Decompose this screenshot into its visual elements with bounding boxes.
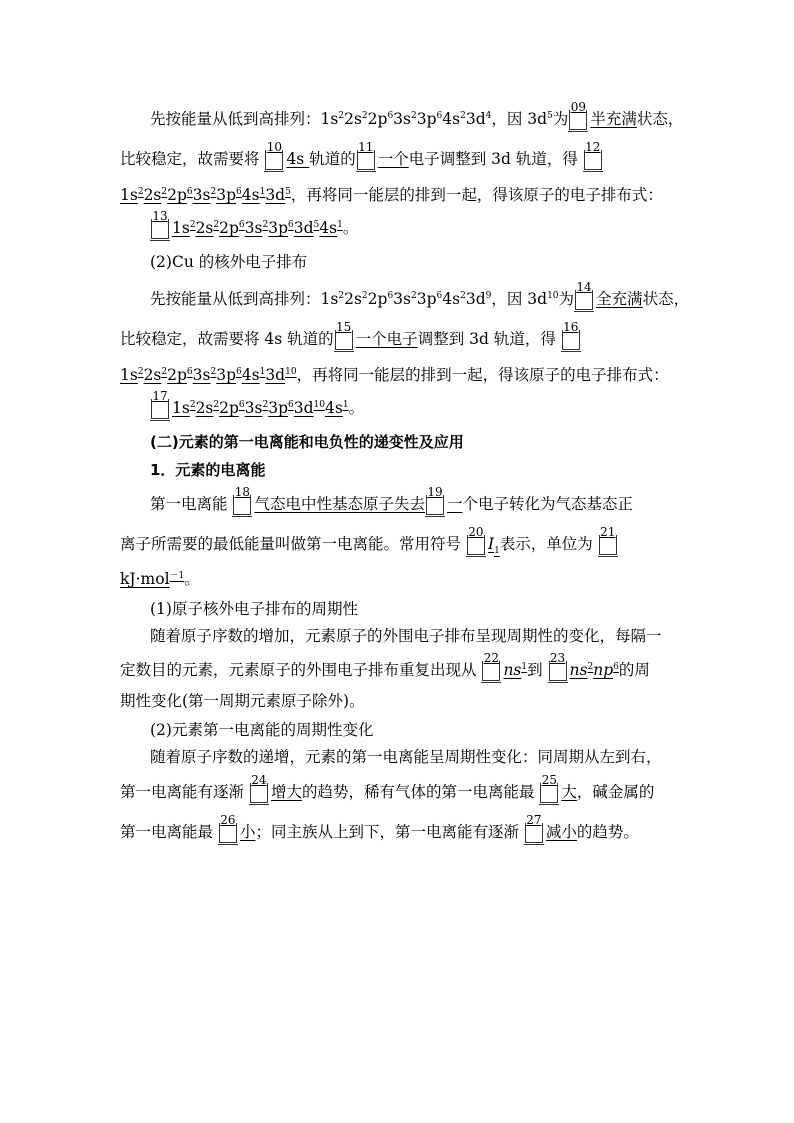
text-run: 先按能量从低到高排列：: [150, 290, 321, 308]
text-run: 随着原子序数的递增，元素的第一电离能呈周期性变化：同周期从左到右，: [150, 748, 662, 766]
answer-text: 3p: [216, 366, 237, 384]
text-run: 1s: [320, 110, 339, 128]
answer-blank[interactable]: [562, 320, 580, 350]
answer-text: 3p: [216, 186, 237, 204]
answer-blank[interactable]: [219, 813, 237, 843]
answer-text: 2: [137, 366, 144, 377]
text-run: 4s: [442, 290, 461, 308]
text-line: [150, 597, 358, 621]
answer-text: 6: [288, 219, 294, 230]
superscript: 2: [338, 290, 345, 301]
answer-text: 2s: [195, 219, 214, 237]
answer-text: 2: [587, 661, 594, 672]
answer-text: ns: [569, 661, 588, 679]
text-run: (2)元素第一电离能的周期性变化: [150, 721, 374, 739]
answer-blank[interactable]: [525, 813, 543, 843]
blank-number: 09: [570, 100, 586, 114]
answer-text: 6: [238, 399, 245, 410]
text-run: ，再将同一能层的排到一起，得该原子的电子排布式：: [290, 186, 663, 204]
text-line: [120, 320, 583, 351]
text-run: 1s: [320, 290, 339, 308]
answer-text: 2: [213, 219, 220, 230]
text-run: 第一电离能: [150, 495, 233, 513]
superscript: 4: [485, 110, 492, 121]
text-line: [150, 458, 265, 482]
answer-text: 1s: [172, 219, 190, 237]
answer-text: kJ·mol: [120, 570, 170, 588]
answer-blank[interactable]: [265, 140, 283, 170]
answer-text: 3p: [268, 399, 289, 417]
answer-blank[interactable]: [599, 525, 617, 555]
answer-blank[interactable]: [426, 485, 444, 515]
text-line: [150, 389, 365, 420]
answer-blank[interactable]: [250, 773, 268, 803]
text-run: 到: [527, 661, 548, 679]
text-line: [150, 485, 633, 516]
text-run: 3s: [393, 290, 411, 308]
answer-text: 一: [446, 495, 463, 513]
answer-text: 1: [337, 219, 343, 230]
blank-number: 19: [427, 485, 443, 499]
answer-text: 3d: [293, 219, 314, 237]
answer-text: 2: [189, 399, 196, 410]
text-run: 为: [558, 290, 575, 308]
answer-text: 10: [285, 366, 297, 377]
text-run: 2p: [367, 110, 388, 128]
text-run: 随着原子序数的增加，元素原子的外围电子排布呈现周期性的变化，每隔一: [150, 627, 662, 645]
answer-text: 全充满: [596, 290, 643, 308]
answer-text: 2: [210, 186, 217, 197]
answer-text: 气态电中性基态原子失去: [254, 495, 425, 513]
answer-text: 4s: [325, 399, 343, 417]
blank-number: 12: [585, 140, 601, 154]
text-run: 调整到 3d 轨道，得: [417, 330, 561, 348]
blank-number: 10: [266, 140, 283, 154]
answer-text: 2s: [143, 366, 162, 384]
blank-number: 17: [152, 389, 168, 403]
answer-text: 3d: [293, 399, 314, 417]
text-run: 3p: [416, 110, 437, 128]
text-line: [150, 280, 690, 311]
answer-text: 6: [236, 186, 242, 197]
text-run: 3p: [416, 290, 437, 308]
superscript: 6: [387, 110, 394, 121]
text-run: ，因 3d: [491, 110, 548, 128]
answer-text: 6: [288, 399, 294, 410]
answer-text: 5: [313, 219, 320, 230]
text-line: [150, 100, 684, 131]
superscript: 9: [485, 290, 492, 301]
answer-blank[interactable]: [233, 485, 251, 515]
answer-blank[interactable]: [151, 209, 169, 239]
text-line: [120, 651, 650, 682]
answer-text: 减小: [545, 823, 577, 841]
text-line: [150, 209, 359, 240]
text-line: [120, 773, 655, 804]
text-run: (1)原子核外电子排布的周期性: [150, 600, 358, 618]
blank-number: 13: [152, 209, 168, 223]
answer-text: 3d: [265, 366, 286, 384]
superscript: 2: [460, 290, 466, 301]
answer-text: 1s: [120, 366, 138, 384]
answer-text: np: [593, 661, 614, 679]
text-line: [120, 525, 620, 557]
text-run: 。: [184, 570, 200, 588]
answer-text: 1: [259, 186, 266, 197]
answer-text: 1: [259, 366, 266, 377]
answer-text: 2: [262, 219, 269, 230]
blank-number: 25: [541, 773, 558, 787]
answer-text: 1: [521, 661, 528, 672]
text-run: ，再将同一能层的排到一起，得该原子的电子排布式：: [296, 366, 669, 384]
superscript: 2: [361, 110, 368, 121]
answer-blank[interactable]: [540, 773, 558, 803]
answer-text: 1: [342, 399, 349, 410]
text-run: ，因 3d: [491, 290, 548, 308]
text-run: 2s: [344, 290, 362, 308]
text-run: 的周: [618, 661, 650, 679]
answer-text: 3d: [265, 186, 286, 204]
answer-text: 小: [239, 823, 256, 841]
blank-number: 16: [563, 320, 579, 334]
answer-text: I: [487, 535, 495, 553]
answer-text: 2s: [143, 186, 162, 204]
text-run: 2p: [367, 290, 388, 308]
text-run: 离子所需要的最低能量叫做第一电离能。常用符号: [120, 535, 466, 553]
text-run: 定数目的元素，元素原子的外围电子排布重复出现从: [120, 661, 482, 679]
answer-text: 4s: [286, 150, 310, 168]
answer-text: 3s: [244, 219, 263, 237]
text-run: 比较稳定，故需要将 4s 轨道的: [120, 330, 334, 348]
text-run: 个电子转化为气态基态正: [462, 495, 633, 513]
answer-text: 2: [189, 219, 196, 230]
blank-number: 18: [234, 485, 251, 499]
blank-number: 26: [220, 813, 236, 827]
answer-text: 1s: [120, 186, 138, 204]
superscript: 10: [547, 290, 559, 301]
superscript: 6: [387, 290, 394, 301]
superscript: 5: [547, 110, 553, 121]
text-line: [150, 718, 373, 742]
answer-text: 3s: [192, 366, 211, 384]
superscript: 2: [411, 110, 417, 121]
text-line: [120, 140, 605, 171]
text-run: ；同主族从上到下，第一电离能有逐渐: [255, 823, 524, 841]
answer-text: 2s: [195, 399, 214, 417]
blank-number: 23: [549, 651, 566, 665]
text-run: 3d: [465, 290, 486, 308]
text-run: 状态，: [636, 110, 684, 128]
text-run: 的趋势，稀有气体的第一电离能最: [301, 783, 540, 801]
answer-text: 4s: [241, 366, 260, 384]
text-line: [120, 813, 639, 844]
text-line: [150, 430, 464, 454]
answer-text: 大: [561, 783, 577, 801]
answer-text: 6: [186, 366, 193, 377]
answer-blank[interactable]: [575, 280, 593, 310]
answer-text: 3s: [192, 186, 211, 204]
answer-text: 1s: [172, 399, 190, 417]
answer-blank[interactable]: [335, 320, 353, 350]
text-line: [150, 250, 307, 274]
answer-text: 4s: [241, 186, 260, 204]
superscript: 2: [361, 290, 368, 301]
answer-text: 一个电子: [355, 330, 418, 348]
text-line: [120, 183, 663, 207]
blank-number: 14: [576, 280, 592, 294]
blank-number: 11: [358, 140, 374, 154]
text-run: 。: [348, 399, 365, 417]
answer-text: 2: [210, 366, 217, 377]
superscript: 2: [460, 110, 466, 121]
answer-text: 6: [238, 219, 245, 230]
answer-text: 一个: [377, 150, 409, 168]
text-run: 比较稳定，故需要将: [120, 150, 265, 168]
text-line: [120, 689, 365, 713]
blank-number: 24: [251, 773, 267, 787]
text-run: 2s: [344, 110, 362, 128]
superscript: 6: [436, 290, 443, 301]
blank-number: 21: [600, 525, 616, 539]
text-run: (二)元素的第一电离能和电负性的递变性及应用: [150, 433, 464, 451]
text-run: 4s: [442, 110, 461, 128]
text-run: 状态，: [642, 290, 690, 308]
text-line: [150, 624, 662, 648]
superscript: 2: [338, 110, 345, 121]
text-run: 期性变化(第一周期元素原子除外)。: [120, 692, 365, 710]
answer-text: 3s: [244, 399, 263, 417]
blank-number: 22: [483, 651, 500, 665]
answer-blank[interactable]: [151, 389, 169, 419]
answer-text: 半充满: [590, 110, 637, 128]
text-run: 第一电离能最: [120, 823, 218, 841]
text-line: [120, 363, 669, 387]
text-line: [120, 567, 200, 591]
superscript: 2: [411, 290, 417, 301]
answer-blank[interactable]: [357, 140, 375, 170]
answer-text: 2p: [167, 186, 187, 204]
text-line: [150, 745, 662, 769]
answer-blank[interactable]: [549, 651, 567, 681]
answer-text: 2p: [219, 219, 239, 237]
answer-text: 2: [213, 399, 220, 410]
answer-text: 增大: [270, 783, 302, 801]
blank-number: 15: [336, 320, 352, 334]
superscript: 6: [436, 110, 443, 121]
text-run: 为: [552, 110, 569, 128]
blank-number: 27: [526, 813, 542, 827]
answer-text: 10: [313, 399, 325, 410]
answer-text: 2: [262, 399, 269, 410]
answer-text: －1: [169, 570, 185, 581]
text-run: 轨道的: [309, 150, 356, 168]
answer-text: 2: [161, 366, 168, 377]
text-run: 表示，单位为: [499, 535, 598, 553]
text-run: 1．元素的电离能: [150, 461, 266, 479]
text-run: 3s: [393, 110, 411, 128]
answer-text: 3p: [268, 219, 289, 237]
answer-text: 4s: [319, 219, 338, 237]
answer-blank[interactable]: [569, 100, 587, 130]
answer-blank[interactable]: [584, 140, 602, 170]
text-run: 电子调整到 3d 轨道，得: [408, 150, 583, 168]
answer-text: 2: [137, 186, 144, 197]
text-run: 先按能量从低到高排列：: [150, 110, 321, 128]
answer-blank[interactable]: [482, 651, 500, 681]
blank-number: 20: [468, 525, 484, 539]
answer-text: 2p: [219, 399, 239, 417]
answer-text: 2: [161, 186, 168, 197]
text-run: 第一电离能有逐渐: [120, 783, 249, 801]
text-run: 。: [342, 219, 359, 237]
answer-text: 6: [236, 366, 242, 377]
answer-text: 2p: [167, 366, 187, 384]
answer-text: 1: [494, 546, 500, 557]
text-run: 3d: [465, 110, 486, 128]
answer-text: 6: [186, 186, 193, 197]
answer-text: 5: [285, 186, 291, 197]
answer-text: 6: [613, 661, 619, 672]
answer-text: ns: [503, 661, 522, 679]
text-run: (2)Cu 的核外电子排布: [150, 253, 308, 271]
text-run: 的趋势。: [576, 823, 639, 841]
answer-blank[interactable]: [467, 525, 485, 555]
text-run: ，碱金属的: [576, 783, 655, 801]
